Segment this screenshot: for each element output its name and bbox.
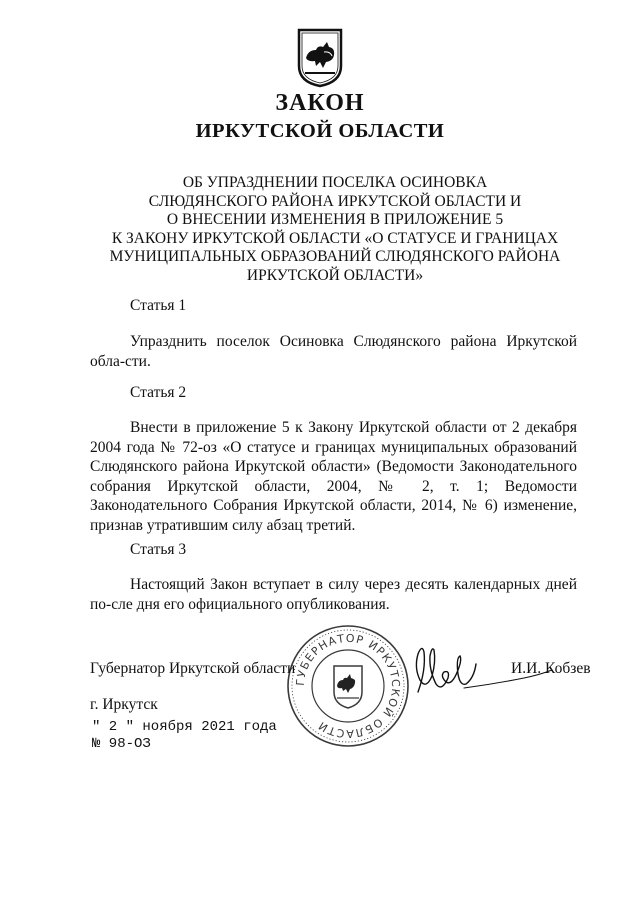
law-title: ЗАКОН [275,90,365,116]
signing-place: г. Иркутск [90,696,158,713]
official-seal [284,622,412,750]
seal-text: ГУБЕРНАТОР ИРКУТСКОЙ ОБЛАСТИ [293,631,403,741]
article-2-heading: Статья 2 [130,384,187,401]
irkutsk-coat-of-arms-icon [296,28,344,88]
article-1-heading: Статья 1 [130,297,187,314]
signatory-position: Губернатор Иркутской области [90,660,296,677]
subject-line: ИРКУТСКОЙ ОБЛАСТИ» [246,266,424,284]
subject-line: ОБ УПРАЗДНЕНИИ ПОСЕЛКА ОСИНОВКА [182,174,488,191]
region-title: ИРКУТСКОЙ ОБЛАСТИ [195,120,445,142]
law-date: " 2 " ноября 2021 года [92,719,277,735]
article-3-text: Настоящий Закон вступает в силу через десять календарных дней по-сле дня его официального опубликования. [90,576,577,613]
article-1-text: Упразднить поселок Осиновка Слюдянского района Иркутской обла-сти. [90,333,577,370]
subject-line: К ЗАКОНУ ИРКУТСКОЙ ОБЛАСТИ «О СТАТУСЕ И ГРАНИЦАХ [111,229,559,247]
article-3-heading: Статья 3 [130,541,187,558]
law-number: № 98-ОЗ [92,736,151,752]
subject-line: О ВНЕСЕНИИ ИЗМЕНЕНИЯ В ПРИЛОЖЕНИЕ 5 [166,211,504,228]
article-2-text: Внести в приложение 5 к Закону Иркутской области от 2 декабря 2004 года № 72-оз «О статусе и границах муниципальных образований Слюдянского района Иркутской области» (Ведомости Законодательного собрания Иркутской области, 2004, № 2, т. 1; Ведомости Законодательного Собрания Иркутской области, 2014, № 6) изменение, признав утратившим силу абзац третий. [90,419,577,534]
signatory-name: И.И. Кобзев [511,660,591,677]
law-subject [90,174,580,285]
subject-line: МУНИЦИПАЛЬНЫХ ОБРАЗОВАНИЙ СЛЮДЯНСКОГО РАЙОНА [109,248,561,265]
subject-line: СЛЮДЯНСКОГО РАЙОНА ИРКУТСКОЙ ОБЛАСТИ И [148,192,522,210]
